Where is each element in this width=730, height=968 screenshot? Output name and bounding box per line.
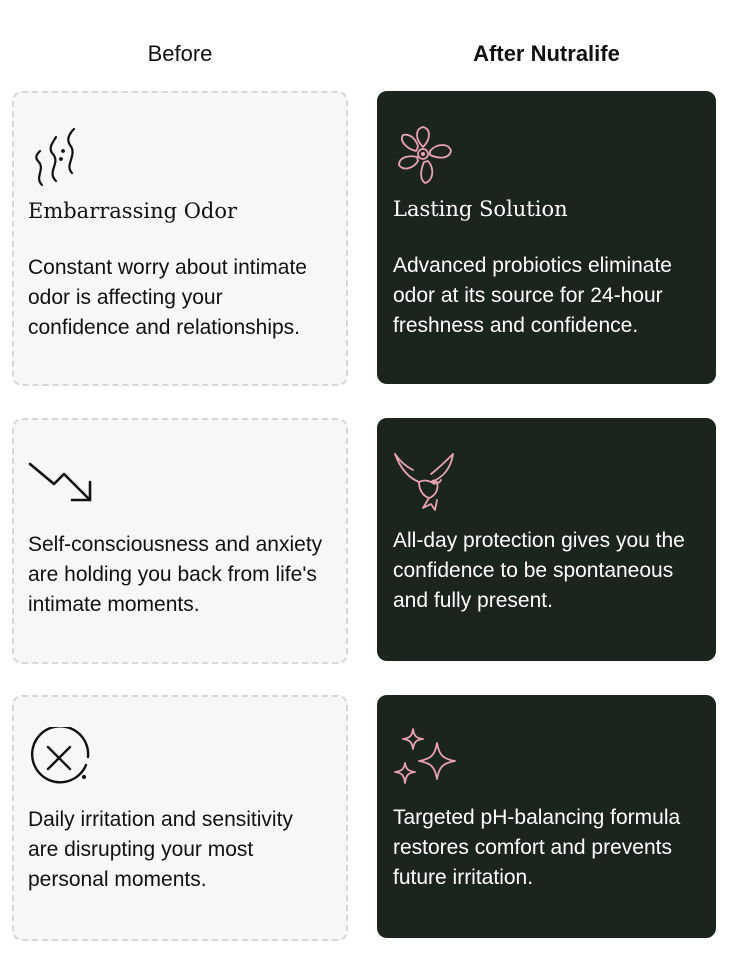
card-description: All-day protection gives you the confidence to be spontaneous and fully present.: [393, 529, 685, 612]
sparkles-icon: [393, 727, 459, 791]
card-description: Self-consciousness and anxiety are holding you back from life's intimate moments.: [28, 533, 323, 616]
after-column-header: After Nutralife: [473, 41, 620, 66]
trending-down-icon: [28, 460, 94, 504]
card-description: Targeted pH-balancing formula restores comfort and prevents future irritation.: [393, 806, 681, 889]
x-circle-icon: [28, 727, 92, 791]
card-title: Embarrassing Odor: [28, 199, 238, 223]
odor-waves-icon: [28, 125, 86, 187]
flower-icon: [393, 125, 453, 185]
card-title: Lasting Solution: [393, 197, 568, 221]
after-card-anxiety: [377, 418, 716, 661]
dove-icon: [393, 450, 455, 512]
before-card-anxiety: [12, 418, 348, 664]
card-description: Advanced probiotics eliminate odor at its source for 24-hour freshness and confidence.: [393, 254, 672, 337]
card-description: Daily irritation and sensitivity are disrupting your most personal moments.: [28, 808, 293, 891]
before-card-odor: [12, 91, 348, 386]
after-card-irritation: [377, 695, 716, 938]
before-card-irritation: [12, 695, 348, 941]
after-card-odor: [377, 91, 716, 384]
card-description: Constant worry about intimate odor is affecting your confidence and relationships.: [28, 256, 307, 339]
before-column-header: Before: [147, 41, 213, 66]
